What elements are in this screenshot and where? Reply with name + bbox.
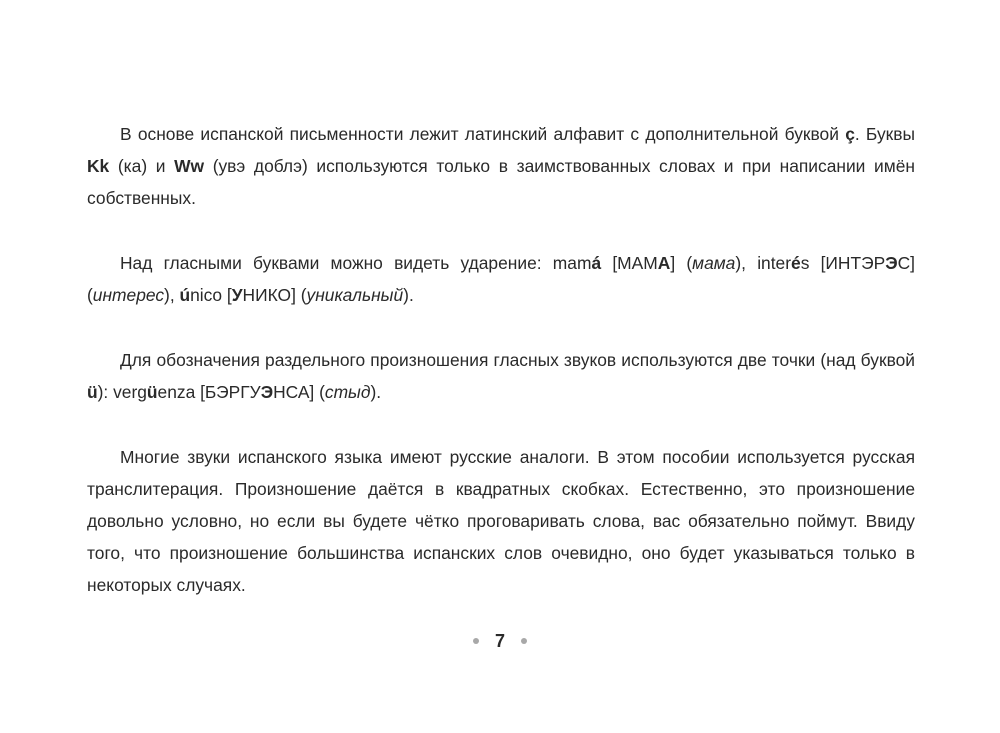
page-body	[87, 118, 915, 601]
text-run: (увэ доблэ) используются только в заимствованных словах и при написании имён собственных.	[87, 156, 915, 208]
text-run: ] (	[670, 253, 693, 273]
text-run: Над гласными буквами можно видеть ударение: mam	[120, 253, 592, 273]
bold-letter: Э	[260, 382, 274, 402]
text-run: enza [БЭРГУ	[157, 382, 261, 402]
bold-letter: Э	[885, 253, 898, 273]
text-run: В основе испанской письменности лежит латинский алфавит с дополнительной буквой	[120, 124, 846, 144]
page-number: 7	[494, 630, 505, 651]
bold-letter: ü	[146, 382, 158, 402]
text-run: ), inter	[735, 253, 792, 273]
text-run: ).	[403, 285, 414, 305]
page-footer	[0, 627, 1000, 655]
bold-letter: Ww	[174, 156, 205, 176]
italic-translation: уникальный	[306, 285, 404, 305]
text-run: nico [	[190, 285, 232, 305]
paragraph-stress	[87, 247, 915, 311]
bold-letter: ú	[179, 285, 191, 305]
bold-letter: ü	[87, 382, 98, 402]
text-run: ).	[370, 382, 382, 402]
text-run: Для обозначения раздельного произношения гласных звуков используются две точки (над буквой	[120, 350, 915, 370]
bold-letter: У	[231, 285, 243, 305]
text-run: (ка) и	[109, 156, 175, 176]
text-run: . Буквы	[854, 124, 915, 144]
bold-letter: Kk	[87, 156, 110, 176]
paragraph-alphabet	[87, 118, 915, 214]
italic-translation: мама	[692, 253, 736, 273]
text-run: ): verg	[97, 382, 147, 402]
text-run: С] (	[87, 253, 915, 305]
text-run: [МАМ	[601, 253, 658, 273]
left-dot-icon	[473, 638, 479, 644]
bold-letter: é	[791, 253, 801, 273]
bold-letter: ç	[845, 124, 855, 144]
text-run: НСА] (	[273, 382, 325, 402]
italic-translation: стыд	[324, 382, 371, 402]
text-run: s [ИНТЭР	[800, 253, 886, 273]
text-run: НИКО] (	[242, 285, 307, 305]
bold-letter: А	[657, 253, 671, 273]
right-dot-icon	[521, 638, 527, 644]
bold-letter: á	[591, 253, 602, 273]
italic-translation: интерес	[92, 285, 165, 305]
text-run: ),	[164, 285, 180, 305]
paragraph-diaeresis	[87, 344, 915, 408]
paragraph-transliteration: Многие звуки испанского языка имеют русские аналоги. В этом пособии используется русская транслитерация. Произношение даётся в квадратных скобках. Естественно, это произношение довольно условно, но если вы будете чётко проговаривать слова, вас обязательно поймут. Ввиду того, что произношение большинства испанских слов очевидно, оно будет указываться только в некоторых случаях.	[87, 447, 915, 595]
